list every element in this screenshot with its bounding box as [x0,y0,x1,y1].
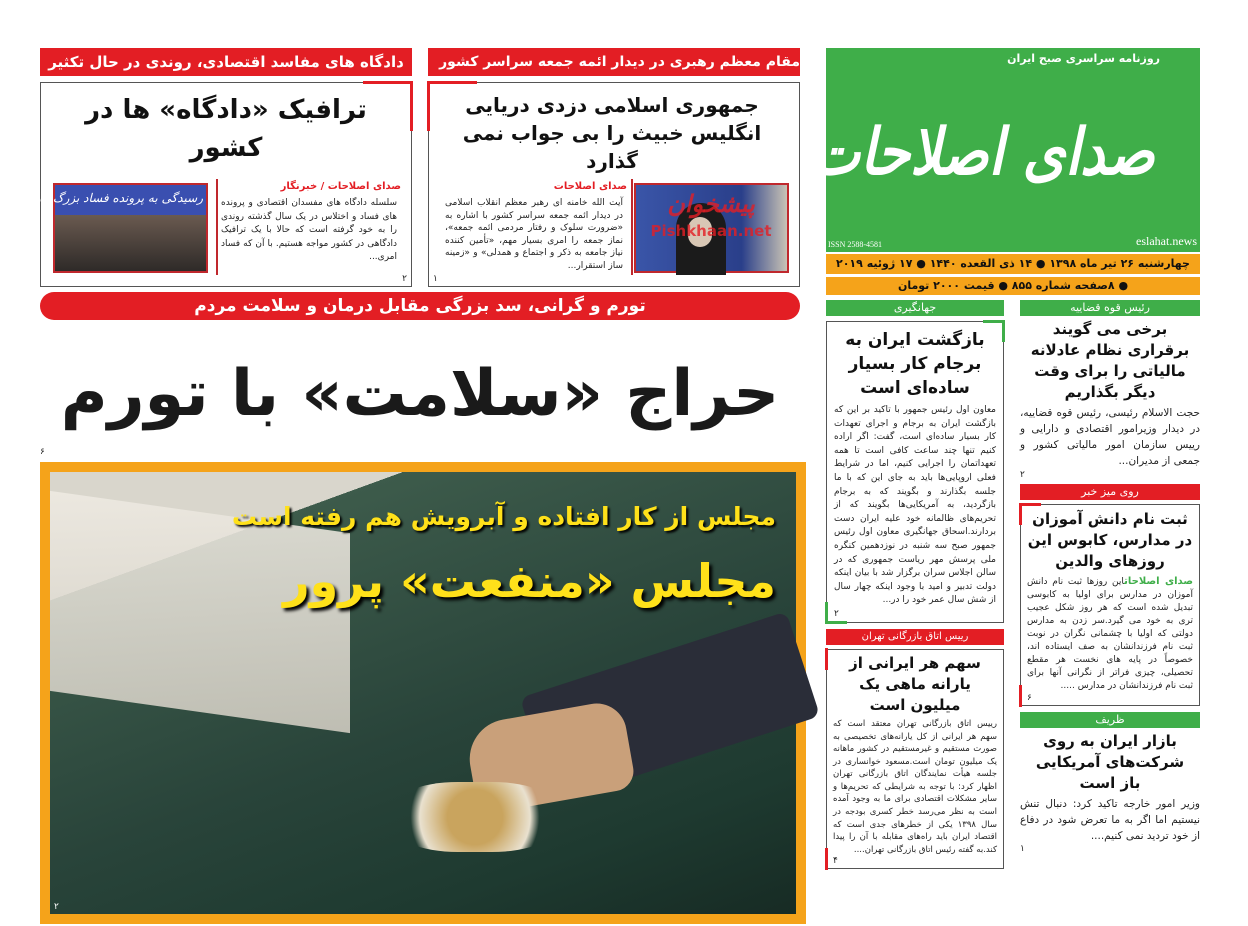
main-headline-page: ۶ [40,447,45,457]
chamber-body: رییس اتاق بازرگانی تهران معتقد است که سهم هر ایرانی از کل یارانه‌های تخصیصی به صورت مستقیم و غیرمستقیم در کشور ماهانه یک میلیون تومان است.مسعود خوانساری در جلسه هیأت نمایندگان اتاق بازرگانی تهران اظهار کرد: با توجه به شرایطی که تحریم‌ها و سایر مشکلات اقتصادی برای ما به وجود آمده است به نظر می‌رسد خطر کسری بودجه در سال ۱۳۹۸ یکی از خطرهای جدی است که اقتصاد ایران باید راه‌های مقابله با آن را پیدا کند.به گفته رئیس اتاق بازرگانی تهران.... [833,718,997,855]
watermark [637,187,785,241]
zarif-headline: بازار ایران به روی شرکت‌های آمریکایی باز است [1035,732,1185,792]
top-left-source: صدای اصلاحات / خبرنگار [280,181,401,192]
top-mid-kicker-text: مقام معظم رهبری در دیدار ائمه جمعه سراسر کشور [439,54,800,70]
photo-subhead: مجلس از کار افتاده و آبرویش هم رفته است [231,502,776,531]
judiciary-body: حجت الاسلام رئیسی، رئیس قوه قضاییه، در دیدار وزیرامور اقتصادی و دارایی و رییس سازمان امور مالیاتی کشور و جمعی از مدیران... [1020,407,1200,467]
top-left-story[interactable] [25,82,412,287]
watermark-fa: پیشخوان [667,190,755,218]
news-desk-source: صدای اصلاحات [1124,576,1193,587]
judiciary-label: رئیس قوه قضاییه [1020,300,1200,316]
jahangiri-story[interactable] [826,321,1004,623]
jahangiri-headline: بازگشت ایران به برجام کار بسیار ساده‌ای است [845,330,985,398]
news-desk-headline: ثبت نام دانش آموزان در مدارس، کابوس این روزهای والدین [1027,510,1193,570]
chamber-label: رییس اتاق بازرگانی تهران [826,629,1004,645]
top-left-headline: ترافیک «دادگاه» ها در کشور [85,95,367,163]
top-left-kicker: دادگاه های مفاسد اقتصادی، روندی در حال تکثیر [40,48,412,76]
website: eslahat.news [1136,234,1197,248]
main-headline: حراج «سلامت» با تورم [60,357,780,431]
zarif-body: وزیر امور خارجه تاکید کرد: دنبال تنش نیستیم اما اگر به ما تعرض شود در دفاع از خود تردید نمی کنیم.... [1020,798,1200,842]
watermark-en: Pishkhaan.net [650,222,772,240]
top-mid-body: آیت الله خامنه ای رهبر معظم انقلاب اسلامی در دیدار ائمه جمعه سراسر کشور با اشاره به «ضرورت سلوک و رفتار مردمی ائمه جمعه»، نماز جمعه را امری بسیار مهم، «تأمین کننده نیاز جامعه به ذکر و اجتماع و همدلی» و «زمینه ساز استقرار... [445,198,623,271]
top-mid-story[interactable] [428,82,800,287]
top-mid-page: ۱ [433,274,438,284]
photo-headline: مجلس «منفعت» پرور [283,554,776,608]
top-left-page: ۲ [402,274,407,284]
zarif-page: ۱ [1020,844,1025,854]
parliament-photo [40,462,806,924]
zarif-label: ظریف [1020,712,1200,728]
court-photo-banner: رسیدگی به پرونده فساد بزرگ مالی [25,191,203,205]
news-desk-label: روی میز خبر [1020,484,1200,500]
judiciary-page: ۲ [1020,470,1025,480]
news-desk-body: این روزها ثبت نام دانش آموزان در مدارس برای اولیا به کابوسی تبدیل شده است که هر روز شکل عجیب تری به خود می گیرد.سر زدن به مدارس دولتی که اولیا با چشمانی نگران در نوبت ثبت نام فرزندانشان به صف ایستاده اند، خصوصاً در پایه های نخست هر مقطع تحصیلی، چیزی فراتر از نگرانی آنها برای ثبت نام فرزندانشان در مدارس ..... [1027,577,1193,691]
judiciary-story[interactable] [1020,316,1200,481]
main-kicker: تورم و گرانی، سد بزرگی مقابل درمان و سلامت مردم [40,292,800,320]
news-desk-story[interactable] [1020,504,1200,706]
right-column [1020,300,1200,926]
square-bullet-icon [415,57,424,68]
top-mid-source: صدای اصلاحات [553,181,627,192]
news-desk-page: ۶ [1027,693,1032,703]
masthead [809,48,1200,252]
newspaper-logo: صدای اصلاحات [809,115,1156,190]
news-desk-text [1027,575,1193,693]
masthead-tagline: روزنامه سراسری صبح ایران [1007,52,1160,65]
jahangiri-page: ۲ [834,608,839,619]
top-mid-kicker [428,48,800,76]
issn: ISSN 2588-4581 [828,240,883,249]
top-mid-headline: جمهوری اسلامی دزدی دریایی انگلیس خبیث را بی جواب نمی گذارد [462,93,762,173]
chamber-page: ۴ [833,856,838,867]
date-line: چهارشنبه ۲۶ تیر ماه ۱۳۹۸ ● ۱۴ ذی القعده ۱۴۴۰ ● ۱۷ ژوئیه ۲۰۱۹ [826,254,1200,274]
court-photo [25,183,208,273]
zarif-story[interactable] [1020,728,1200,855]
jahangiri-body: معاون اول رئیس جمهور با تاکید بر این که بازگشت ایران به برجام و اجرای تعهدات کار بسیار ساده‌ای است، گفت: اگر اراده کنیم تنها چند ساعت کافی است تا همه تعهداتمان را اجرایی کنیم، اما در شرایط فعلی اروپایی‌ها باید به جای این که با ما جلسه بگذارند و بگویند که به برجام بازگردید، به آمریکایی‌ها بگویند که از تحریم‌های ظالمانه خود علیه ایران دست بردارند.اسحاق جهانگیری معاون اول رئیس جمهور صبح سه شنبه در نوزدهمین کنگره ملی پرسش مهر ریاست جمهوری که در سالن اجلاس سران برگزار شد با بیان اینکه دولت تدبیر و امید با وجود اینکه چهار سال از شش سال عمر خود را در... [834,405,996,606]
jahangiri-label: جهانگیری [826,300,1004,316]
judiciary-headline: برخی می گویند برقراری نظام عادلانه مالیاتی را برای وقت دیگر بگذاریم [1030,320,1190,401]
chamber-headline: سهم هر ایرانی از یارانه ماهی یک میلیون است [849,653,981,714]
chamber-story[interactable] [826,649,1004,870]
middle-column [826,300,1004,926]
top-left-body: سلسله دادگاه های مفسدان اقتصادی و پرونده های فساد و اختلاس در یک سال گذشته روندی را به خود گرفته است که حالا با یک ترافیک دادگاهی در کشور مواجه هستیم. با آن که فساد امری... [221,198,397,262]
issue-line: ● ۸صفحه شماره ۸۵۵ ● قیمت ۲۰۰۰ تومان [826,277,1200,295]
photo-page: ۲ [54,902,59,912]
